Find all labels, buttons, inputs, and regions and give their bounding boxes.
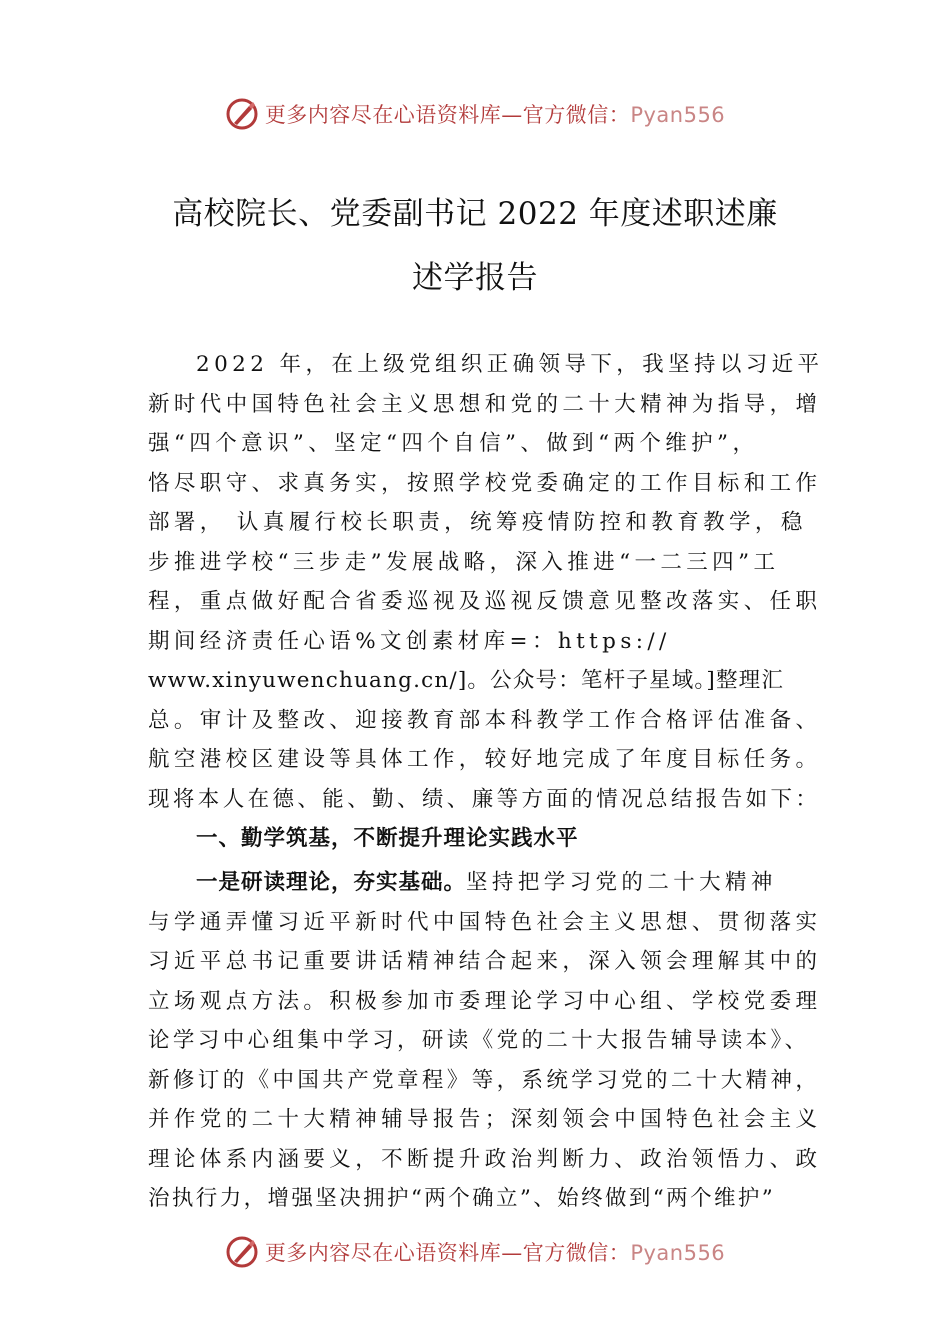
text-line: 理论体系内涵要义，不断提升政治判断力、政治领悟力、政: [148, 1146, 822, 1172]
text-line: 航空港校区建设等具体工作，较好地完成了年度目标任务。: [148, 747, 822, 772]
document-title-line-2: 述学报告: [412, 260, 538, 296]
text-line: 恪尽职守、求真务实，按照学校党委确定的工作目标和工作: [148, 470, 822, 496]
section-heading-1: 一、勤学筑基，不断提升理论实践水平: [196, 826, 579, 851]
text-line: www.xinyuwenchuang.cn/]。公众号：笔杆子星域。]整理汇: [148, 668, 785, 693]
text-line: 治执行力，增强坚决拥护“两个确立”、始终做到“两个维护”: [148, 1186, 776, 1211]
intro-paragraph: [148, 345, 824, 819]
text-line: 部署， 认真履行校长职责，统筹疫情防控和教育教学，稳: [148, 510, 807, 535]
watermark-text: 更多内容尽在心语资料库—官方微信：Pyan556: [264, 103, 726, 127]
watermark-text: 更多内容尽在心语资料库—官方微信：Pyan556: [264, 1241, 726, 1265]
text-line: 立场观点方法。积极参加市委理论学习中心组、学校党委理: [148, 988, 822, 1014]
text-line: 期间经济责任心语%文创素材库=：https://: [148, 628, 671, 654]
section-1-paragraph: [148, 863, 822, 1219]
text-line: 与学通弄懂习近平新时代中国特色社会主义思想、贯彻落实: [148, 909, 822, 935]
text-line: 习近平总书记重要讲话精神结合起来，深入领会理解其中的: [148, 949, 822, 974]
watermark-banner-top: [0, 94, 950, 134]
watermark-banner-bottom: [0, 1232, 950, 1272]
document-title-line-1: 高校院长、党委副书记 2022 年度述职述廉: [172, 196, 778, 232]
pen-logo-icon: [225, 1235, 259, 1269]
text-line: 总。审计及整改、迎接教育部本科教学工作合格评估准备、: [148, 707, 822, 733]
text-line: 现将本人在德、能、勤、绩、廉等方面的情况总结报告如下：: [148, 786, 821, 812]
text-line: 一是研读理论，夯实基础。坚持把学习党的二十大精神: [196, 870, 777, 895]
pen-logo-icon: [225, 97, 259, 131]
text-line: 步推进学校“三步走”发展战略，深入推进“一二三四”工: [148, 549, 780, 575]
text-line: 强“四个意识”、坚定“四个自信”、做到“两个维护”，: [148, 431, 759, 456]
paragraph-lead: 一是研读理论，夯实基础。: [196, 870, 467, 895]
text-line: 程，重点做好配合省委巡视及巡视反馈意见整改落实、任职: [148, 589, 822, 614]
text-line: 2022 年，在上级党组织正确领导下，我坚持以习近平: [196, 352, 824, 377]
text-line: 并作党的二十大精神辅导报告；深刻领会中国特色社会主义: [148, 1107, 822, 1132]
text-line: 新修订的《中国共产党章程》等，系统学习党的二十大精神，: [148, 1067, 821, 1093]
text-line: 论学习中心组集中学习，研读《党的二十大报告辅导读本》、: [148, 1028, 810, 1053]
text-line: 新时代中国特色社会主义思想和党的二十大精神为指导，增: [148, 391, 822, 417]
